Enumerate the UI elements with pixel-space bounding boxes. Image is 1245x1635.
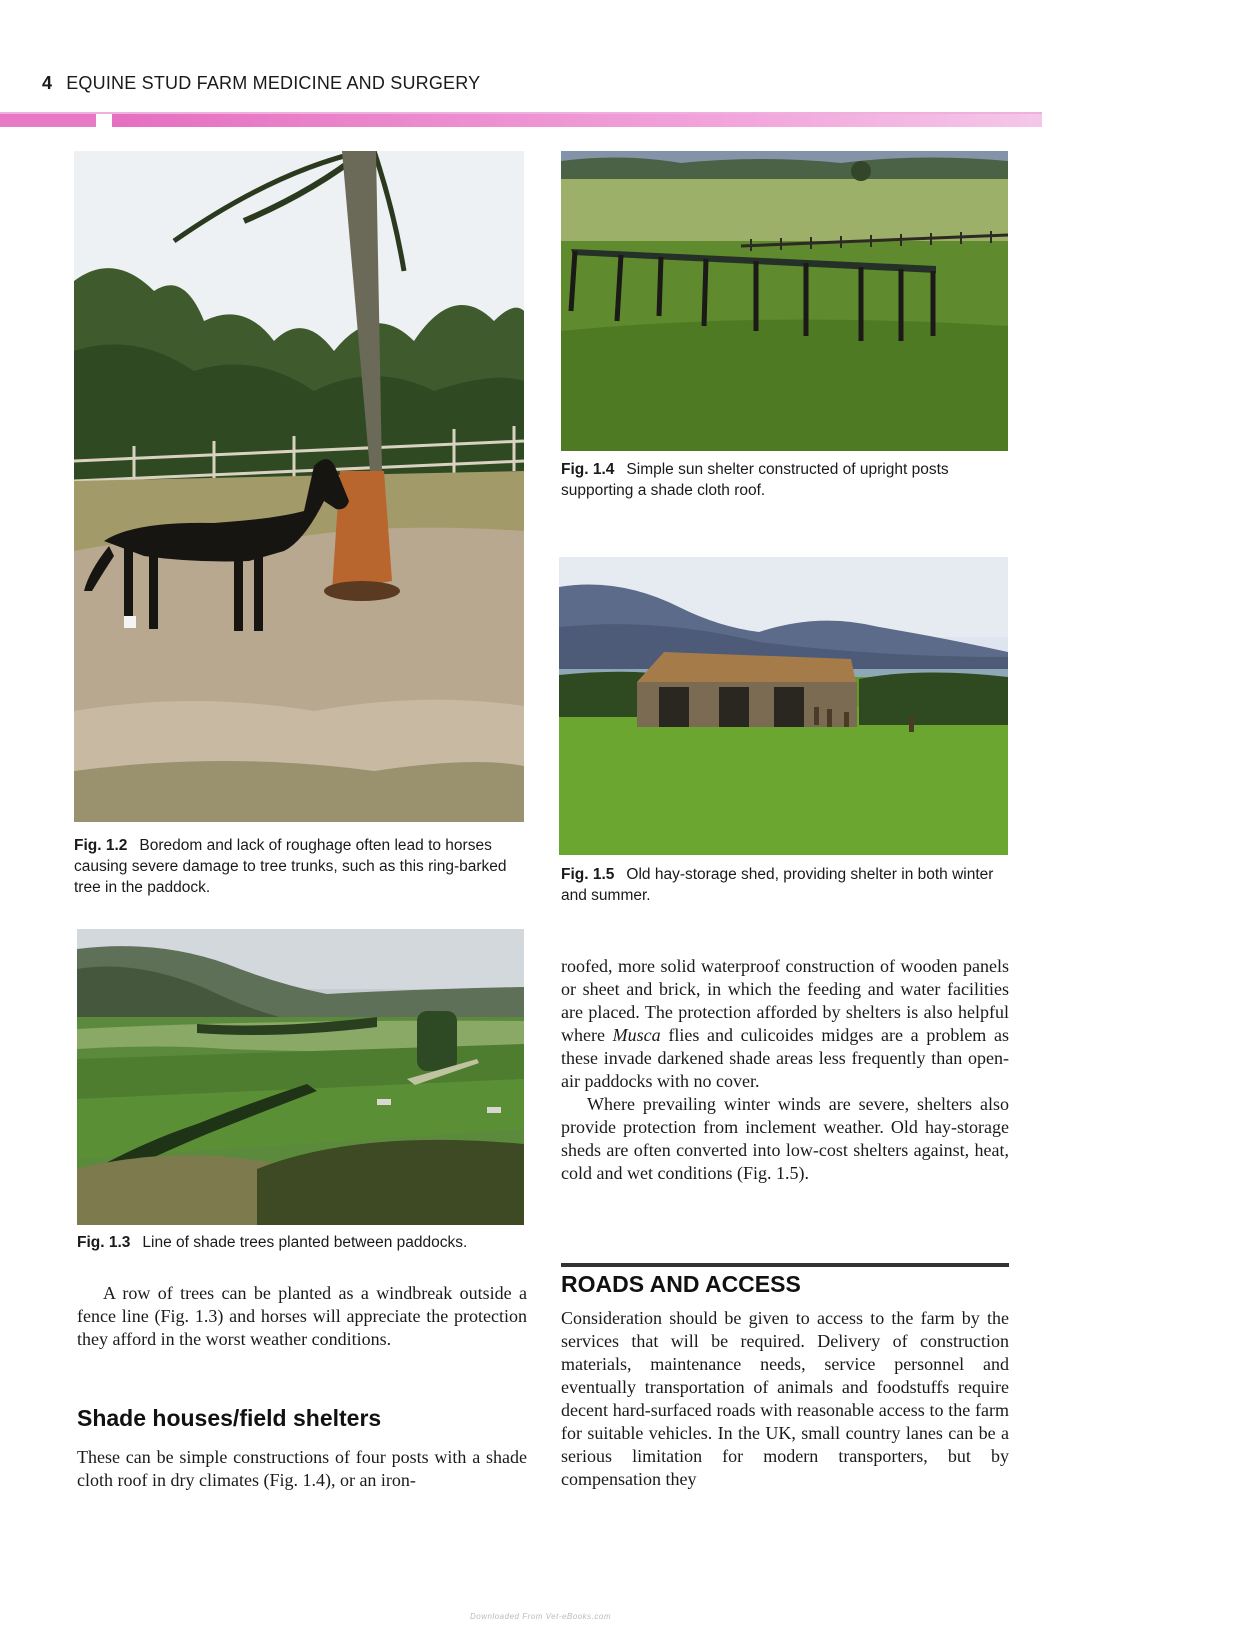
figure-1-3-text: Line of shade trees planted between paddocks. [142,1234,468,1251]
figure-1-4-caption [561,459,1011,501]
figure-1-3-photo [77,929,524,1225]
winter-winds-paragraph: Where prevailing winter winds are severe, shelters also provide protection from inclement weather. Old hay-storage sheds are often converted into low-cost shelters against, heat, cold and wet conditions (Fig. 1.5). [561,1094,1009,1183]
figure-1-3-label: Fig. 1.3 [77,1234,131,1251]
figure-1-4-text: Simple sun shelter constructed of upright posts supporting a shade cloth roof. [561,461,949,499]
shelters-text-a: roofed, more solid waterproof construction of wooden panels or sheet and brick, in which the feeding and water facilities are placed. The protection afforded by shelters is also helpful where [561,956,1009,1045]
figure-1-2-label: Fig. 1.2 [74,837,128,854]
figure-1-5-text: Old hay-storage shed, providing shelter in both winter and summer. [561,866,994,904]
shade-paragraph: These can be simple constructions of four posts with a shade cloth roof in dry climates (Fig. 1.4), or an iron- [77,1447,527,1490]
figure-1-5-caption [561,864,1011,906]
figure-1-5-label: Fig. 1.5 [561,866,615,883]
page-number: 4 [42,73,53,93]
shelters-text-b: flies and culicoides midges are a problem as these invade darkened shade areas less frequently than open-air paddocks with no cover. [561,1025,1009,1091]
heading-roads-access: ROADS AND ACCESS [561,1271,801,1297]
header-rule-right [112,114,1042,127]
right-column-text [561,955,1009,1185]
musca-term: Musca [612,1025,661,1045]
windbreak-paragraph: A row of trees can be planted as a windbreak outside a fence line (Fig. 1.3) and horses will appreciate the protection they afford in the worst weather conditions. [77,1283,527,1349]
figure-1-3-caption [77,1232,527,1253]
roads-paragraph: Consideration should be given to access to the farm by the services that will be required. Delivery of construction materials, maintenance needs, service personnel and eventually transportation of animals and foodstuffs require decent hard-surfaced roads with reasonable access to the farm for suitable vehicles. In the UK, small country lanes can be a serious limitation for modern transporters, but by compensation they [561,1308,1009,1489]
left-paragraph-shade [77,1446,527,1492]
heading-shade-houses: Shade houses/field shelters [77,1405,382,1431]
figure-1-2-text: Boredom and lack of roughage often lead to horses causing severe damage to tree trunks, such as this ring-barked tree in the paddock. [74,837,507,896]
header-rule-left [0,114,96,127]
running-header [42,73,480,94]
roads-paragraph-block [561,1307,1009,1491]
download-watermark: Downloaded From Vet-eBooks.com [470,1612,611,1621]
figure-1-5-photo [559,557,1008,855]
book-title: EQUINE STUD FARM MEDICINE AND SURGERY [66,73,481,93]
shelters-paragraph [561,955,1009,1093]
figure-1-4-photo [561,151,1008,451]
figure-1-4-label: Fig. 1.4 [561,461,615,478]
section-rule [561,1263,1009,1267]
left-paragraph-windbreak [77,1282,527,1351]
figure-1-2-caption [74,835,530,898]
figure-1-2-photo [74,151,524,822]
